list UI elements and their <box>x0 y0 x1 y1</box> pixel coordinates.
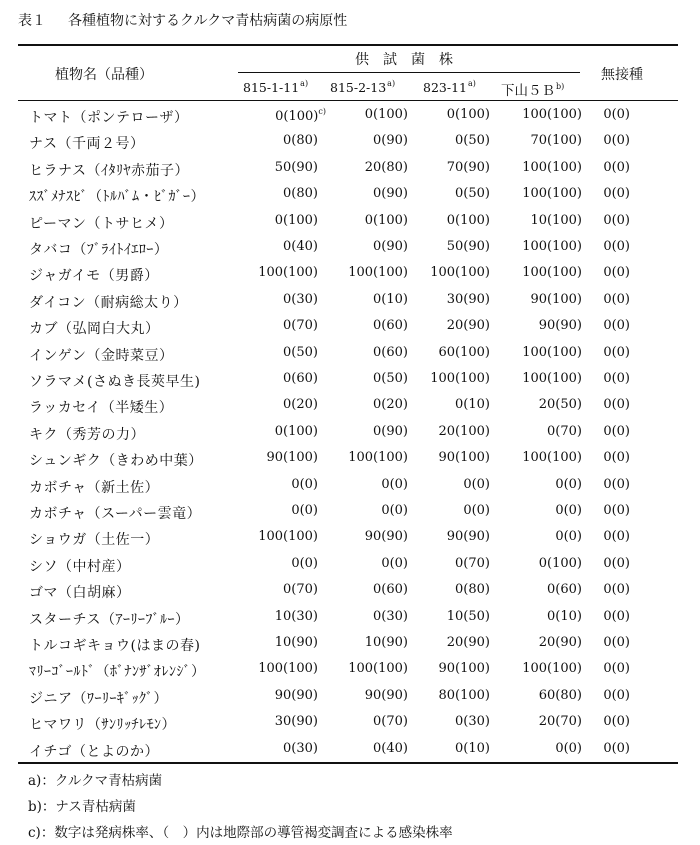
plant-name: インゲン（金時菜豆） <box>29 347 174 364</box>
uninoculated-value: 0(0) <box>603 318 630 334</box>
strain-value: 10(50) <box>446 608 490 624</box>
strain-value: 0(0) <box>555 476 582 492</box>
uninoculated-value: 0(0) <box>603 291 630 307</box>
strain-value: 0(0) <box>555 529 582 545</box>
strain-header-3: 823-11$^{a)}$ <box>423 79 476 95</box>
footnote-a: a)：クルクマ青枯病菌 <box>28 773 163 789</box>
strain-header-1: 815-1-11$^{a)}$ <box>243 79 309 95</box>
footnote-mark: c) <box>318 107 326 116</box>
table-row <box>0 235 700 261</box>
strain-value: 100(100) <box>430 371 490 386</box>
strain-value: 60(100) <box>438 344 490 360</box>
table-caption <box>18 10 369 30</box>
strain-value: 0(0) <box>291 555 318 571</box>
uninoculated-value: 0(0) <box>603 635 630 650</box>
strain-value: 0(20) <box>373 397 408 413</box>
strain-value: 0(70) <box>283 318 318 334</box>
strain-value: 0(0) <box>555 503 582 518</box>
table-row <box>0 552 700 578</box>
table-row <box>0 209 700 235</box>
plant-name: スターチス（ｱｰﾘｰﾌﾞﾙｰ） <box>29 611 190 628</box>
strain-value: 0(30) <box>373 608 408 624</box>
strain-value: 90(90) <box>538 318 582 334</box>
strain-value: 0(10) <box>455 740 490 756</box>
strain-value: 0(90) <box>373 239 408 254</box>
strain-value: 100(100) <box>522 159 582 175</box>
strain-value: 0(0) <box>291 503 318 518</box>
table-row <box>0 578 700 604</box>
strain-value: 0(0) <box>381 503 408 518</box>
strain-value: 90(100) <box>530 291 582 307</box>
plant-name: シソ（中村産） <box>29 558 131 575</box>
uninoculated-value: 0(0) <box>603 529 630 545</box>
strain-value: 100(100) <box>522 265 582 281</box>
table-row <box>0 657 700 683</box>
strain-value: 100(100) <box>430 265 490 281</box>
strain-value: 100(100) <box>258 265 318 281</box>
uninoculated-value: 0(0) <box>603 159 630 175</box>
uninoculated-value: 0(0) <box>603 714 630 730</box>
strain-value: 70(100) <box>530 133 582 149</box>
strain-value: 20(50) <box>538 397 582 413</box>
strain-value: 0(40) <box>283 239 318 254</box>
plant-name: ナス（千両２号） <box>29 136 145 153</box>
table-row <box>0 156 700 182</box>
uninoculated-value: 0(0) <box>603 608 630 624</box>
uninoculated-value: 0(0) <box>603 476 630 492</box>
strain-value: 0(10) <box>547 608 582 624</box>
strain-value: 0(0) <box>291 476 318 492</box>
strain-value: 0(30) <box>455 714 490 730</box>
strain-value: 0(100) <box>446 107 490 122</box>
table-row <box>0 684 700 710</box>
table-row <box>0 314 700 340</box>
uninoculated-value: 0(0) <box>603 239 630 254</box>
footnote-c: c)：数字は発病株率、（ ）内は地際部の導管褐変調査による感染株率 <box>28 825 453 841</box>
strain-value: 20(100) <box>438 423 490 439</box>
strain-value: $0(100)^{c)}$ <box>275 107 326 124</box>
strain-value: 20(80) <box>364 159 408 175</box>
uninoculated-value: 0(0) <box>603 186 630 202</box>
strain-group-rule <box>238 72 580 73</box>
strain-value: 10(30) <box>274 608 318 624</box>
strain-value: 0(100) <box>364 212 408 228</box>
table-row <box>0 446 700 472</box>
table-row <box>0 737 700 763</box>
table-row <box>0 393 700 419</box>
strain-value: 20(90) <box>538 635 582 650</box>
uninoculated-value: 0(0) <box>603 661 630 677</box>
plant-name: トルコギキョウ(はまの春) <box>29 638 201 654</box>
table-row <box>0 103 700 129</box>
strain-group-header: 供 試 菌 株 <box>355 52 453 68</box>
uninoculated-value: 0(0) <box>603 212 630 228</box>
strain-value: 0(60) <box>373 318 408 334</box>
strain-value: 0(50) <box>455 133 490 149</box>
plant-name: ダイコン（耐病総太り） <box>29 294 188 311</box>
strain-value: 30(90) <box>274 714 318 730</box>
plant-name: イチゴ（とよのか） <box>29 743 159 760</box>
uninoculated-value: 0(0) <box>603 344 630 360</box>
table-row <box>0 129 700 155</box>
strain-value: 0(100) <box>364 107 408 122</box>
table-row <box>0 367 700 393</box>
plant-name: ヒマワリ（ｻﾝﾘｯﾁﾚﾓﾝ） <box>29 717 176 734</box>
strain-value: 0(0) <box>463 503 490 518</box>
strain-value: 100(100) <box>348 450 408 466</box>
strain-value: 30(90) <box>446 291 490 307</box>
strain-value: 60(80) <box>538 687 582 703</box>
table-row <box>0 605 700 631</box>
plant-name: キク（秀芳の力） <box>29 426 145 443</box>
plant-name: ピーマン（トサヒメ） <box>29 215 174 232</box>
plant-name: ラッカセイ（半矮生） <box>29 400 174 417</box>
strain-value: 90(90) <box>364 687 408 703</box>
strain-value: 10(100) <box>530 212 582 228</box>
strain-value: 0(70) <box>283 582 318 598</box>
uninoculated-value: 0(0) <box>603 397 630 413</box>
strain-value: 100(100) <box>522 239 582 254</box>
strain-value: 90(100) <box>438 450 490 466</box>
uninoculated-value: 0(0) <box>603 687 630 703</box>
header-rule <box>18 100 678 101</box>
strain-value: 80(100) <box>438 687 490 703</box>
table-number: 表１ <box>18 13 46 29</box>
table-row <box>0 473 700 499</box>
strain-value: 0(60) <box>283 371 318 386</box>
strain-value: 100(100) <box>522 344 582 360</box>
strain-value: 20(70) <box>538 714 582 730</box>
strain-value: 50(90) <box>446 239 490 254</box>
plant-name: カボチャ（新土佐） <box>29 479 160 496</box>
plant-name: シュンギク（きわめ中葉） <box>29 453 203 470</box>
strain-value: 0(0) <box>381 555 408 571</box>
strain-value: 0(100) <box>446 212 490 228</box>
table-row <box>0 341 700 367</box>
plant-name: ショウガ（土佐一） <box>29 532 160 549</box>
uninoculated-value: 0(0) <box>603 107 630 122</box>
plant-name: ヒラナス（ｲﾀﾘﾔ赤茄子） <box>29 162 189 179</box>
table-row <box>0 420 700 446</box>
table-row <box>0 499 700 525</box>
strain-value: 0(60) <box>373 582 408 598</box>
plant-name: カブ（弘岡白大丸） <box>29 321 160 338</box>
uninoculated-value: 0(0) <box>603 265 630 281</box>
bottom-rule <box>18 762 678 764</box>
strain-value: 0(20) <box>283 397 318 413</box>
strain-value: 0(50) <box>283 344 318 360</box>
uninoculated-value: 0(0) <box>603 133 630 149</box>
plant-name: ジャガイモ（男爵） <box>29 268 159 285</box>
strain-value: 0(0) <box>463 476 490 492</box>
strain-value: 100(100) <box>522 450 582 466</box>
uninoculated-value: 0(0) <box>603 450 630 466</box>
strain-value: 20(90) <box>446 318 490 334</box>
strain-value: 100(100) <box>348 661 408 677</box>
strain-value: 0(40) <box>373 740 408 756</box>
strain-value: 100(100) <box>522 661 582 677</box>
plant-name: タバコ（ﾌﾞﾗｲﾄｲｴﾛｰ） <box>29 242 169 258</box>
uninoculated-value: 0(0) <box>603 740 630 756</box>
table-row <box>0 525 700 551</box>
strain-value: 50(90) <box>274 159 318 175</box>
strain-value: 100(100) <box>258 661 318 677</box>
strain-value: 90(100) <box>438 661 490 677</box>
strain-value: 0(100) <box>274 212 318 228</box>
plant-name: ｽｽﾞﾒﾅｽﾋﾞ（ﾄﾙﾊﾞﾑ・ﾋﾞｶﾞｰ） <box>29 189 205 206</box>
strain-value: 0(70) <box>373 714 408 730</box>
plant-name: カボチャ（スーパー雲竜） <box>29 506 202 522</box>
plant-name: トマト（ポンテローザ） <box>29 110 189 126</box>
plant-name: ﾏﾘｰｺﾞｰﾙﾄﾞ（ﾎﾞﾅﾝｻﾞｵﾚﾝｼﾞ） <box>29 664 206 681</box>
strain-value: 0(90) <box>373 423 408 439</box>
table-row <box>0 261 700 287</box>
table-row <box>0 288 700 314</box>
top-rule <box>18 44 678 46</box>
strain-value: 0(0) <box>381 476 408 492</box>
strain-value: 90(90) <box>446 529 490 545</box>
strain-value: 100(100) <box>522 371 582 386</box>
strain-value: 0(50) <box>455 186 490 202</box>
strain-value: 0(70) <box>455 555 490 571</box>
strain-value: 90(100) <box>266 450 318 466</box>
table-row <box>0 710 700 736</box>
strain-value: 100(100) <box>258 529 318 545</box>
strain-value: 0(90) <box>373 186 408 202</box>
uninoculated-value: 0(0) <box>603 555 630 571</box>
strain-value: 10(90) <box>364 635 408 650</box>
strain-value: 100(100) <box>348 265 408 281</box>
strain-value: 0(100) <box>274 423 318 439</box>
strain-value: 70(90) <box>446 159 490 175</box>
strain-value: 0(70) <box>547 423 582 439</box>
strain-value: 0(90) <box>373 133 408 149</box>
strain-value: 0(100) <box>538 555 582 571</box>
strain-value: 0(60) <box>547 582 582 598</box>
strain-value: 20(90) <box>446 635 490 650</box>
strain-value: 90(90) <box>364 529 408 545</box>
uninoculated-value: 0(0) <box>603 371 630 386</box>
strain-value: 0(50) <box>373 371 408 386</box>
strain-value: 0(10) <box>455 397 490 413</box>
strain-value: 0(30) <box>283 740 318 756</box>
uninoculated-value: 0(0) <box>603 423 630 439</box>
strain-value: 10(90) <box>274 635 318 650</box>
strain-value: 0(60) <box>373 344 408 360</box>
strain-value: 0(80) <box>283 186 318 202</box>
uninoculated-column-header: 無接種 <box>601 67 643 83</box>
plant-name: ソラマメ(さぬき長莢早生) <box>29 374 201 390</box>
strain-value: 0(0) <box>555 740 582 756</box>
table-row <box>0 631 700 657</box>
footnote-b: b)：ナス青枯病菌 <box>28 799 136 815</box>
strain-value: 100(100) <box>522 107 582 122</box>
strain-value: 0(10) <box>373 291 408 307</box>
table-title: 各種植物に対するクルクマ青枯病菌の病原性 <box>68 13 348 29</box>
strain-value: 100(100) <box>522 186 582 202</box>
uninoculated-value: 0(0) <box>603 503 630 518</box>
strain-value: 0(80) <box>455 582 490 598</box>
strain-header-4: 下山５Ｂ$^{b)}$ <box>501 82 565 99</box>
plant-name: ジニア（ﾜｰﾘｰｷﾞｯｸﾞ） <box>29 690 168 707</box>
strain-value: 0(30) <box>283 291 318 307</box>
table-row <box>0 182 700 208</box>
strain-value: 90(90) <box>274 687 318 703</box>
strain-header-2: 815-2-13$^{a)}$ <box>330 79 396 95</box>
plant-column-header: 植物名（品種） <box>55 67 153 83</box>
uninoculated-value: 0(0) <box>603 582 630 598</box>
plant-name: ゴマ（白胡麻） <box>29 585 131 602</box>
strain-value: 0(80) <box>283 133 318 149</box>
